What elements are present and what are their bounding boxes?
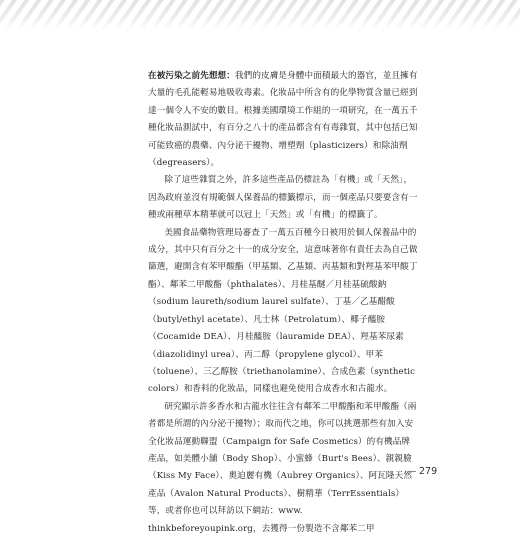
page-body (148, 68, 418, 538)
page-number-text: 279 (419, 466, 438, 477)
paragraph-4: 研究顯示許多香水和古龍水往往含有鄰苯二甲酸酯和苯甲酸酯（兩者都是所謂的內分泌干擾物）；取而代之地，你可以挑選那些有加入安全化妝品運動聯盟（Campaign for Safe Cosmetics）的有機品牌產品，如美體小舖（Body Shop）、小蜜蜂（Burt's Bees）、親親臉（Kiss My Face）、奧迫麗有機（Aubrey Organics）、阿瓦隆天然產品（Avalon Natural Products）、樹精華（TerrEssentials）等，或者你也可以拜訪以下網站：www. thinkbeforeyoupink.org，去獲得一份製造不含鄰苯二甲 (148, 401, 417, 534)
decorative-header-pattern (0, 0, 520, 30)
lead-separator: ： (226, 71, 235, 81)
paragraph-1-text: 我們的皮膚是身體中面積最大的器官，並且擁有大量的毛孔能輕易地吸收毒素。化妝品中所含有的化學物質含量已經到達一個令人不安的數目。根據美國環境工作組的一項研究，在一萬五千種化妝品測試中，有百分之八十的產品都含有有毒雜質，其中包括已知可能致癌的農藥、內分泌干擾物、增塑劑（plasticizers）和除油劑（degreasers）。 (148, 71, 418, 169)
page-number-rule (408, 471, 416, 472)
page-number (408, 466, 437, 477)
paragraph-lead-heading: 在被污染之前先想想 (148, 71, 227, 81)
paragraph-3: 美國食品藥物管理局審查了一萬五百種今日被用於個人保養品中的成分，其中只有百分之十一的成分安全，這意味著你有責任去為自己做篩選，避開含有苯甲酸酯（甲基類、乙基類、丙基類和對羥基苯甲酸丁酯）、鄰苯二甲酸酯（phthalates）、月桂基醚／月桂基硫酸鈉（sodium laureth/sodium laurel sulfate）、丁基／乙基醋酸（butyl/ethyl acetate）、凡士林（Petrolatum）、椰子醯胺（Cocamide DEA）、月桂醯胺（lauramide DEA）、羥基苯尿素（diazolidinyl urea）、丙二醇（propylene glycol）、甲苯（toluene）、三乙醇胺（triethanolamine）、合成色素（synthetic colors）和香料的化妝品，同樣也避免使用合成香水和古龍水。 (148, 227, 418, 395)
paragraph-2: 除了這些雜質之外，許多這些產品仍標註為「有機」或「天然」，因為政府並沒有規範個人保養品的標籤標示，而一個產品只要要含有一種或兩種草本精華就可以冠上「天然」或「有機」的標籤了。 (148, 175, 418, 221)
paragraph-1 (148, 68, 418, 172)
